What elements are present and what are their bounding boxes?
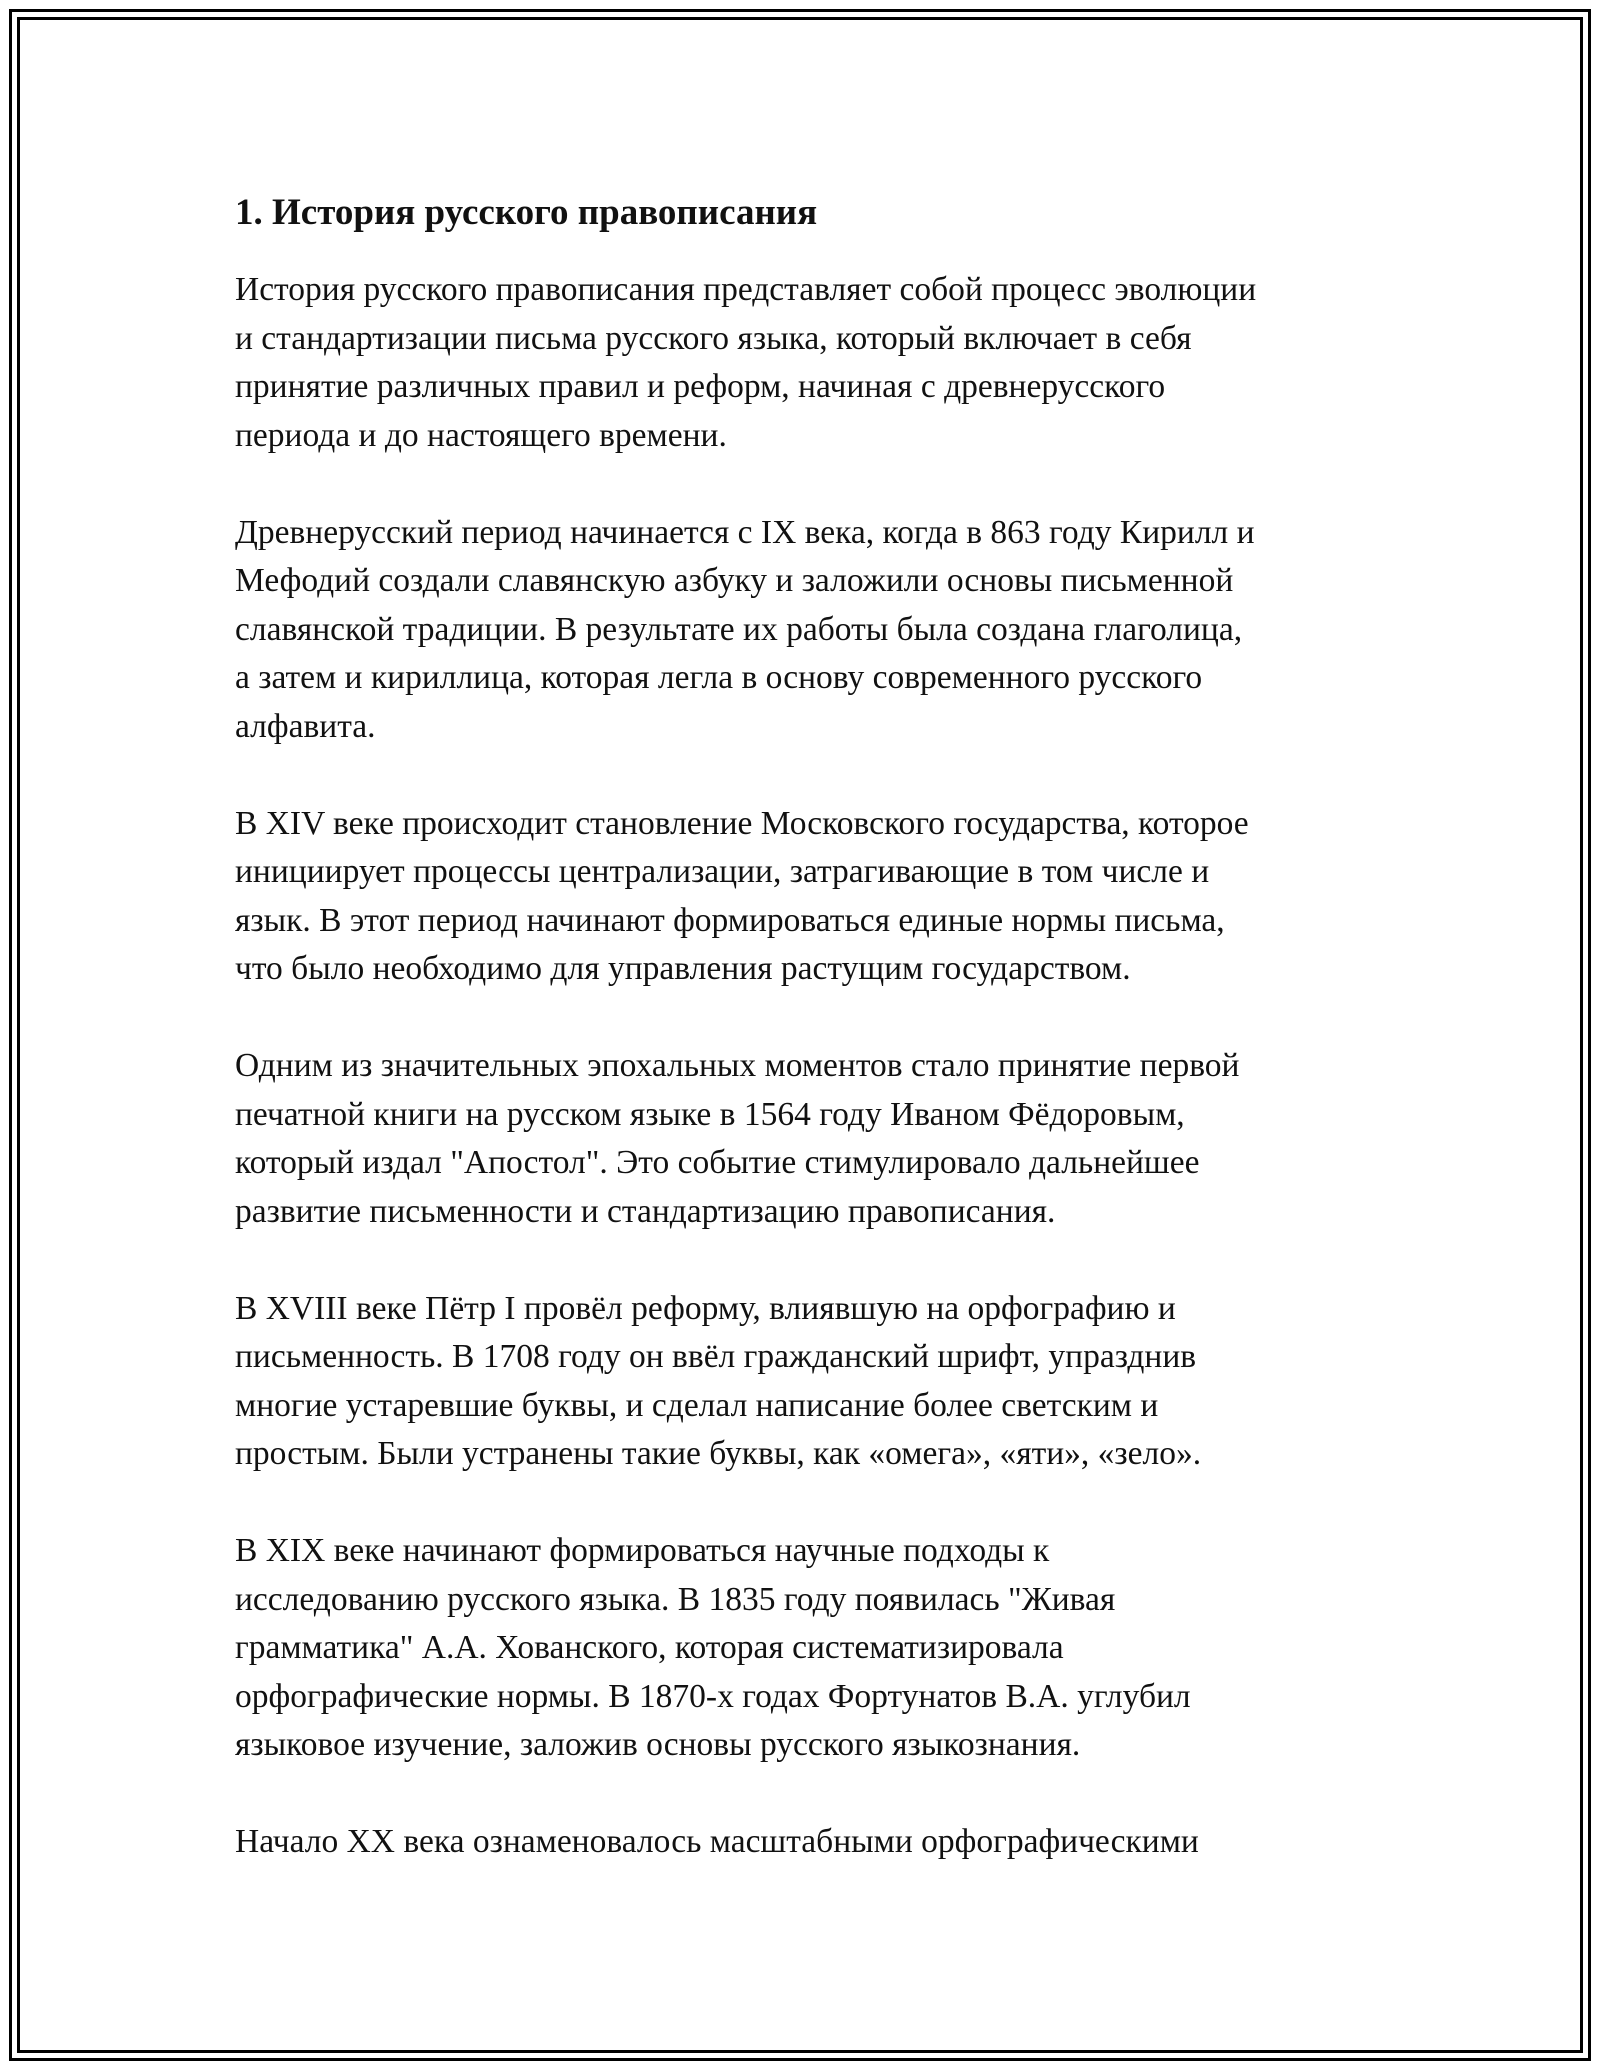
text-line: а затем и кириллица, которая легла в основу современного русского — [235, 659, 1203, 696]
text-line: развитие письменности и стандартизацию правописания. — [235, 1192, 1056, 1230]
paragraph-spacer — [235, 460, 1375, 509]
text-line: принятие различных правил и реформ, начиная с древнерусского — [235, 368, 1166, 405]
paragraph-spacer — [235, 1236, 1375, 1285]
text-line: периода и до настоящего времени. — [235, 416, 727, 454]
paragraph-spacer — [235, 751, 1375, 800]
paragraph — [235, 1818, 1375, 1867]
paragraph-spacer — [235, 1479, 1375, 1528]
text-line: славянской традиции. В результате их работы была создана глаголица, — [235, 610, 1243, 648]
text-line: инициирует процессы централизации, затрагивающие в том числе и — [235, 853, 1210, 890]
section-heading: 1. История русского правописания — [235, 192, 818, 233]
text-line: и стандартизации письма русского языка, который включает в себя — [235, 319, 1192, 357]
text-line: который издал "Апостол". Это событие стимулировало дальнейшее — [235, 1144, 1200, 1181]
text-line: печатной книги на русском языке в 1564 году Иваном Фёдоровым, — [235, 1095, 1185, 1133]
text-line: Мефодий создали славянскую азбуку и заложили основы письменной — [235, 562, 1234, 599]
paragraph-list — [235, 266, 1375, 1867]
paragraph — [235, 1285, 1375, 1479]
text-line: История русского правописания представляет собой процесс эволюции — [235, 271, 1257, 308]
text-line: Древнерусский период начинается с IX века, когда в 863 году Кирилл и — [235, 513, 1255, 551]
text-line: алфавита. — [235, 707, 376, 745]
text-line: орфографические нормы. В 1870-х годах Фортунатов В.А. углубил — [235, 1677, 1191, 1715]
paragraph — [235, 1527, 1375, 1770]
paragraph-spacer — [235, 1770, 1375, 1819]
text-line: простым. Были устранены такие буквы, как «омега», «яти», «зело». — [235, 1435, 1202, 1472]
paragraph — [235, 800, 1375, 994]
text-line: письменность. В 1708 году он ввёл гражданский шрифт, упразднив — [235, 1338, 1197, 1375]
paragraph — [235, 266, 1375, 460]
text-line: исследованию русского языка. В 1835 году появилась "Живая — [235, 1580, 1116, 1618]
paragraph-spacer — [235, 994, 1375, 1043]
text-line: В XIV веке происходит становление Московского государства, которое — [235, 804, 1249, 842]
text-line: грамматика" А.А. Хованского, которая систематизировала — [235, 1629, 1064, 1666]
text-line: языковое изучение, заложив основы русского языкознания. — [235, 1726, 1081, 1763]
heading-spacer — [235, 238, 1375, 266]
text-line: Одним из значительных эпохальных моментов стало принятие первой — [235, 1047, 1240, 1084]
text-line: что было необходимо для управления растущим государством. — [235, 950, 1131, 987]
paragraph — [235, 1042, 1375, 1236]
document-body — [235, 188, 1375, 1867]
text-line: В XVIII веке Пётр I провёл реформу, влиявшую на орфографию и — [235, 1289, 1176, 1327]
text-line: многие устаревшие буквы, и сделал написание более светским и — [235, 1386, 1159, 1424]
paragraph — [235, 509, 1375, 752]
text-line: язык. В этот период начинают формироваться единые нормы письма, — [235, 901, 1225, 939]
text-line: В XIX веке начинают формироваться научные подходы к — [235, 1532, 1050, 1569]
text-line: Начало XX века ознаменовалось масштабными орфографическими — [235, 1823, 1199, 1860]
